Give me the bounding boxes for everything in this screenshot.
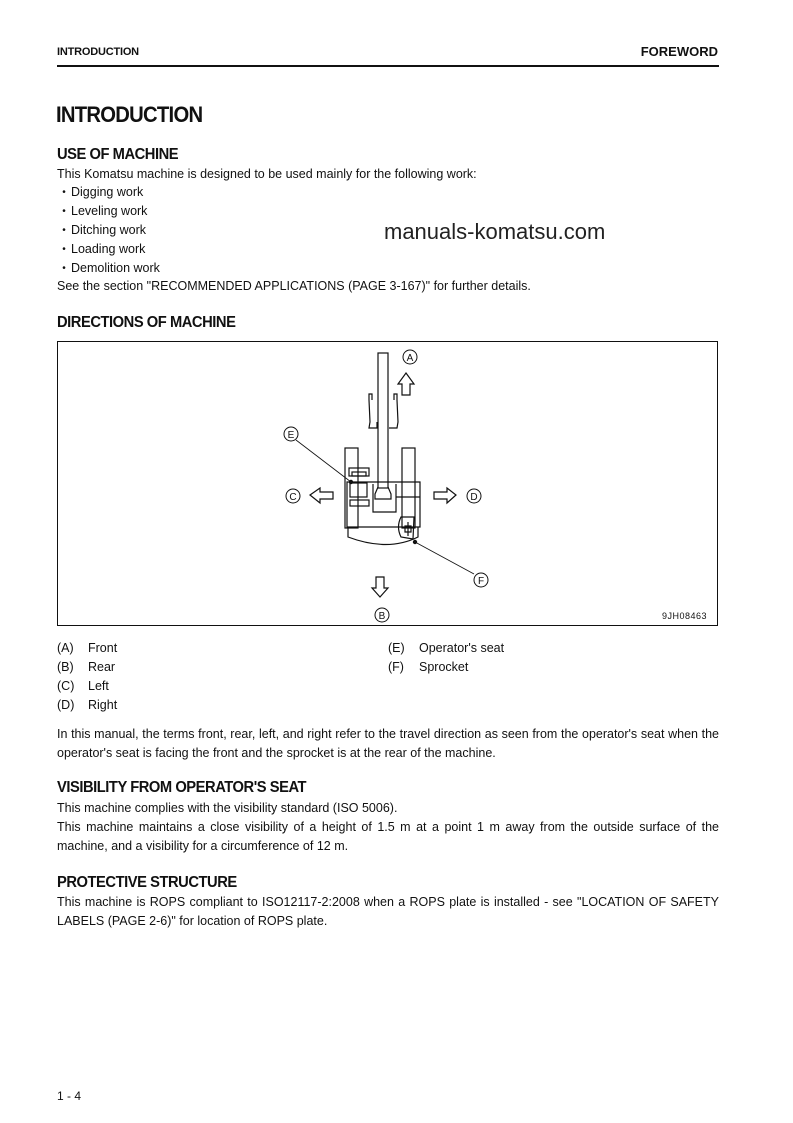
arrow-left-icon xyxy=(310,488,333,503)
callout-f: F xyxy=(477,576,485,587)
figure-code: 9JH08463 xyxy=(661,611,707,621)
callout-a: A xyxy=(406,353,414,364)
arrow-front-icon xyxy=(398,373,414,395)
use-intro-text: This Komatsu machine is designed to be used mainly for the following work: xyxy=(57,167,477,181)
list-item: • Demolition work xyxy=(57,259,160,278)
work-list xyxy=(57,183,160,278)
protective-text: This machine is ROPS compliant to ISO12117-2:2008 when a ROPS plate is installed - see "LOCATION OF SAFETY LABELS (PAGE 2-6)" for location of ROPS plate. xyxy=(57,895,719,928)
heading-visibility: VISIBILITY FROM OPERATOR'S SEAT xyxy=(57,779,307,796)
machine-top-view-diagram xyxy=(58,342,717,625)
legend-item: (B) Rear xyxy=(57,660,116,674)
list-item: • Digging work xyxy=(57,183,160,202)
running-header-section: INTRODUCTION xyxy=(57,46,139,58)
directions-figure xyxy=(57,341,718,626)
heading-directions: DIRECTIONS OF MACHINE xyxy=(57,314,236,331)
callout-e: E xyxy=(287,430,295,441)
legend-item: (C) Left xyxy=(57,679,109,693)
see-also-text: See the section "RECOMMENDED APPLICATIONS (PAGE 3-167)" for further details. xyxy=(57,279,531,293)
visibility-text-2: This machine maintains a close visibility of a height of 1.5 m at a point 1 m away from the outside surface of the machine, and a visibility for a circumference of 12 m. xyxy=(57,820,719,853)
list-item: • Loading work xyxy=(57,240,160,259)
page-number: 1 - 4 xyxy=(57,1089,82,1103)
visibility-text-1: This machine complies with the visibility standard (ISO 5006). xyxy=(57,801,398,815)
heading-use-of-machine: USE OF MACHINE xyxy=(57,146,179,163)
legend-right xyxy=(388,639,504,677)
watermark: manuals-komatsu.com xyxy=(384,219,606,244)
legend-item: (F) Sprocket xyxy=(388,660,469,674)
legend-item: (A) Front xyxy=(57,641,118,655)
legend-item: (E) Operator's seat xyxy=(388,641,505,655)
header-rule xyxy=(57,65,719,67)
page-title: INTRODUCTION xyxy=(56,102,203,127)
list-item: • Leveling work xyxy=(57,202,160,221)
callout-b: B xyxy=(378,611,386,622)
legend-left xyxy=(57,639,117,715)
arrow-right-icon xyxy=(434,488,456,503)
legend-item: (D) Right xyxy=(57,698,118,712)
running-header-chapter: FOREWORD xyxy=(640,44,718,59)
arrow-rear-icon xyxy=(372,577,388,597)
heading-protective-structure: PROTECTIVE STRUCTURE xyxy=(57,874,237,891)
list-item: • Ditching work xyxy=(57,221,160,240)
callout-c: C xyxy=(289,492,297,503)
callout-d: D xyxy=(470,492,478,503)
directions-note: In this manual, the terms front, rear, left, and right refer to the travel direction as seen from the operator's seat when the operator's seat is facing the front and the sprocket is at the rear of the machine. xyxy=(57,727,719,760)
